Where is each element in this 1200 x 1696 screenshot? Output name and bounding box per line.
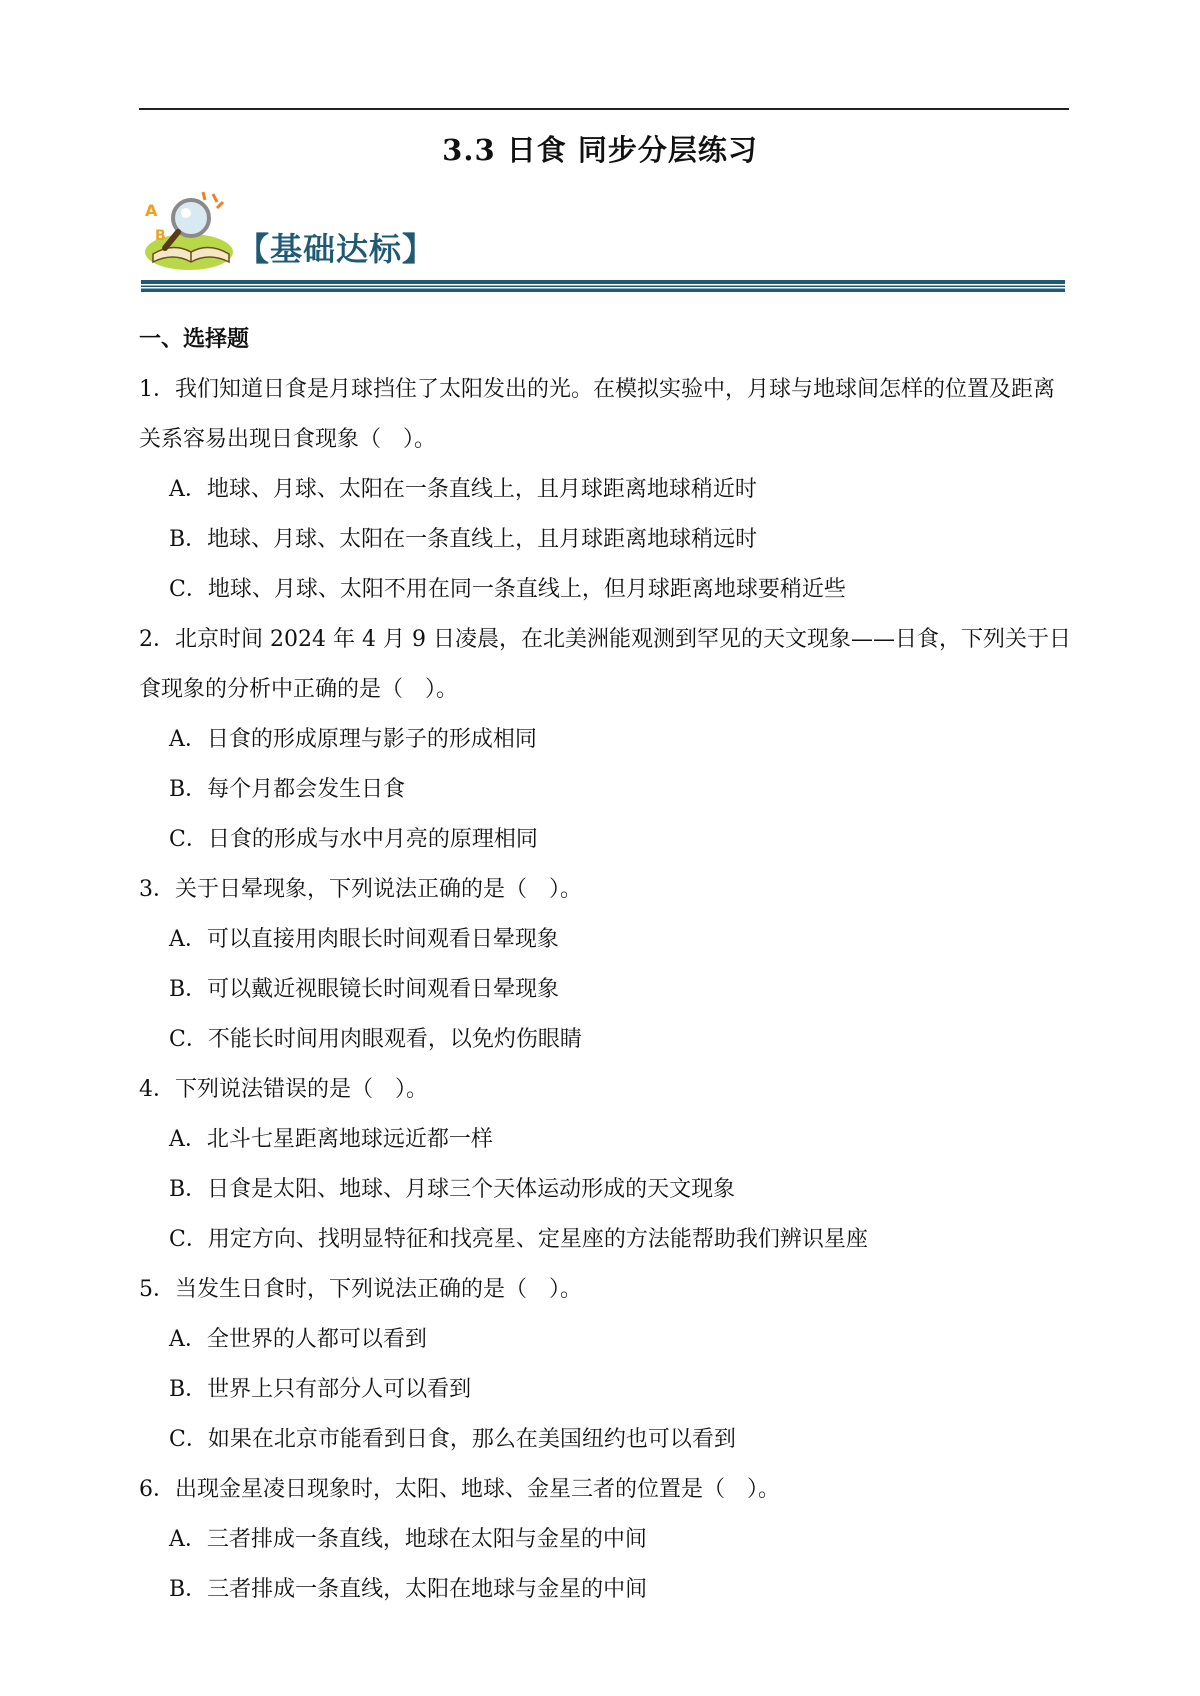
option-a: A．地球、月球、太阳在一条直线上，且月球距离地球稍近时 bbox=[169, 477, 757, 502]
question-stem: 2．北京时间 2024 年 4 月 9 日凌晨，在北美洲能观测到罕见的天文现象——日食，下列关于日食现象的分析中正确的是（ ）。 bbox=[139, 627, 1071, 702]
option-c: C．地球、月球、太阳不用在同一条直线上，但月球距离地球要稍近些 bbox=[169, 577, 846, 602]
option-a: A．日食的形成原理与影子的形成相同 bbox=[169, 727, 537, 752]
svg-text:A: A bbox=[145, 201, 158, 220]
question-5 bbox=[139, 1265, 1074, 1465]
option-a: A．北斗七星距离地球远近都一样 bbox=[169, 1127, 493, 1152]
question-stem: 1．我们知道日食是月球挡住了太阳发出的光。在模拟实验中，月球与地球间怎样的位置及距离关系容易出现日食现象（ ）。 bbox=[139, 377, 1056, 452]
option-a: A．三者排成一条直线，地球在太阳与金星的中间 bbox=[169, 1527, 647, 1552]
header-rule bbox=[139, 108, 1069, 110]
question-2 bbox=[139, 615, 1074, 865]
svg-text:B: B bbox=[155, 228, 166, 244]
option-a: A．全世界的人都可以看到 bbox=[169, 1327, 427, 1352]
option-b: B．三者排成一条直线，太阳在地球与金星的中间 bbox=[169, 1577, 648, 1602]
banner-label: 【基础达标】 bbox=[237, 230, 436, 268]
question-6 bbox=[139, 1465, 1074, 1615]
document-title: 3.3 日食 同步分层练习 bbox=[442, 133, 758, 167]
option-c: C．如果在北京市能看到日食，那么在美国纽约也可以看到 bbox=[169, 1427, 736, 1452]
question-stem: 4．下列说法错误的是（ ）。 bbox=[139, 1077, 428, 1102]
question-3 bbox=[139, 865, 1074, 1065]
question-stem: 5．当发生日食时，下列说法正确的是（ ）。 bbox=[139, 1277, 582, 1302]
option-b: B．世界上只有部分人可以看到 bbox=[169, 1377, 472, 1402]
section-heading: 一、选择题 bbox=[139, 326, 250, 352]
question-list bbox=[139, 365, 1074, 1615]
magnifier-book-icon bbox=[141, 190, 241, 274]
option-b: B．地球、月球、太阳在一条直线上，且月球距离地球稍远时 bbox=[169, 527, 758, 552]
question-1 bbox=[139, 365, 1074, 615]
option-b: B．可以戴近视眼镜长时间观看日晕现象 bbox=[169, 977, 560, 1002]
question-stem: 6．出现金星凌日现象时，太阳、地球、金星三者的位置是（ ）。 bbox=[139, 1477, 780, 1502]
option-b: B．每个月都会发生日食 bbox=[169, 777, 406, 802]
option-c: C．用定方向、找明显特征和找亮星、定星座的方法能帮助我们辨识星座 bbox=[169, 1227, 868, 1252]
option-c: C．不能长时间用肉眼观看，以免灼伤眼睛 bbox=[169, 1027, 582, 1052]
banner-rule bbox=[141, 280, 1065, 292]
question-stem: 3．关于日晕现象，下列说法正确的是（ ）。 bbox=[139, 877, 582, 902]
option-b: B．日食是太阳、地球、月球三个天体运动形成的天文现象 bbox=[169, 1177, 736, 1202]
option-c: C．日食的形成与水中月亮的原理相同 bbox=[169, 827, 538, 852]
question-4 bbox=[139, 1065, 1074, 1265]
option-a: A．可以直接用肉眼长时间观看日晕现象 bbox=[169, 927, 559, 952]
section-banner bbox=[141, 190, 1071, 300]
